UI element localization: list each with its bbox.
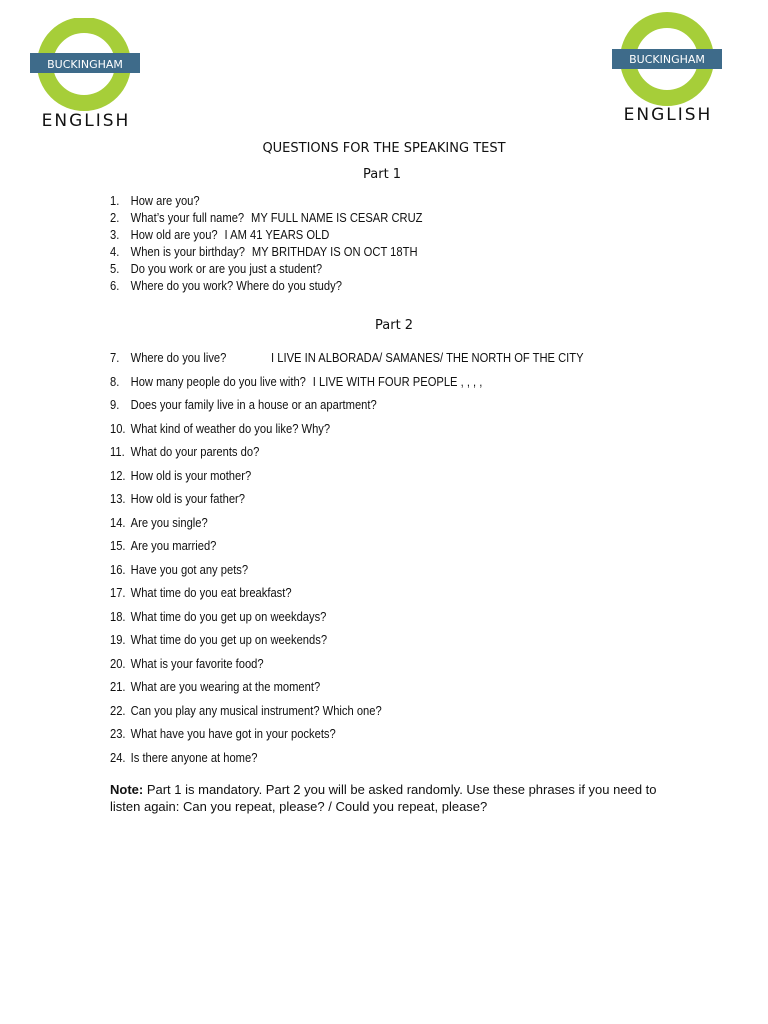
question-number: 1. bbox=[110, 193, 120, 208]
logo-left bbox=[30, 18, 142, 136]
question-text: Do you work or are you just a student? bbox=[130, 261, 323, 276]
question-item bbox=[110, 746, 584, 770]
question-text: How old are you? bbox=[130, 227, 218, 242]
question-text: How old is your mother? bbox=[130, 467, 252, 483]
question-number: 8. bbox=[110, 373, 120, 389]
question-text: What kind of weather do you like? Why? bbox=[130, 420, 331, 436]
part1-question-list bbox=[110, 192, 423, 294]
question-item bbox=[110, 417, 584, 441]
logo-word: ENGLISH bbox=[623, 105, 713, 125]
question-text: Can you play any musical instrument? Which one? bbox=[130, 702, 382, 718]
question-item bbox=[110, 464, 584, 488]
page-title: QUESTIONS FOR THE SPEAKING TEST bbox=[262, 141, 506, 156]
question-number: 24. bbox=[110, 749, 126, 765]
question-text: Where do you work? Where do you study? bbox=[130, 278, 342, 293]
question-item bbox=[110, 440, 584, 464]
question-text: Are you married? bbox=[130, 538, 217, 553]
question-number: 4. bbox=[110, 244, 120, 259]
note bbox=[110, 781, 670, 815]
question-number: 23. bbox=[110, 726, 126, 741]
question-number: 22. bbox=[110, 702, 126, 718]
question-text: What have you have got in your pockets? bbox=[130, 726, 336, 741]
question-text: What’s your full name? bbox=[130, 210, 245, 225]
question-text: How are you? bbox=[130, 193, 200, 208]
logo-banner-text: BUCKINGHAM bbox=[629, 53, 705, 66]
question-text: What are you wearing at the moment? bbox=[130, 679, 321, 694]
question-text: What time do you eat breakfast? bbox=[130, 585, 292, 600]
answer-text: MY BRITHDAY IS ON OCT 18TH bbox=[251, 244, 418, 259]
part2-heading: Part 2 bbox=[375, 318, 414, 333]
part2-question-list bbox=[110, 346, 584, 769]
question-text: What time do you get up on weekdays? bbox=[130, 608, 327, 624]
question-text: Have you got any pets? bbox=[130, 561, 249, 577]
answer-text: I AM 41 YEARS OLD bbox=[224, 227, 330, 242]
question-item bbox=[110, 393, 584, 417]
question-number: 20. bbox=[110, 655, 126, 671]
question-number: 21. bbox=[110, 679, 126, 694]
logo-right bbox=[612, 12, 724, 130]
question-item bbox=[110, 652, 584, 676]
question-number: 15. bbox=[110, 538, 126, 553]
question-number: 10. bbox=[110, 420, 126, 436]
question-item bbox=[110, 558, 584, 582]
question-text: Are you single? bbox=[130, 514, 208, 530]
question-item bbox=[110, 226, 423, 243]
question-number: 13. bbox=[110, 491, 126, 506]
question-item bbox=[110, 277, 423, 294]
question-number: 17. bbox=[110, 585, 126, 600]
question-number: 11. bbox=[110, 444, 125, 459]
question-item bbox=[110, 675, 584, 699]
question-item bbox=[110, 243, 423, 260]
question-text: Does your family live in a house or an apartment? bbox=[130, 397, 377, 412]
question-item bbox=[110, 346, 584, 370]
question-number: 16. bbox=[110, 561, 126, 577]
answer-text: I LIVE IN ALBORADA/ SAMANES/ THE NORTH OF THE CITY bbox=[271, 350, 584, 365]
question-number: 5. bbox=[110, 261, 120, 276]
question-number: 9. bbox=[110, 397, 120, 412]
question-text: What is your favorite food? bbox=[130, 655, 264, 671]
question-item bbox=[110, 487, 584, 511]
question-text: How many people do you live with? bbox=[130, 373, 306, 389]
question-number: 2. bbox=[110, 210, 120, 225]
question-number: 18. bbox=[110, 608, 126, 624]
question-item bbox=[110, 370, 584, 394]
note-text: Part 1 is mandatory. Part 2 you will be asked randomly. Use these phrases if you need to listen again: Can you repeat, please? / Could you repeat, please? bbox=[110, 782, 657, 814]
question-item bbox=[110, 209, 423, 226]
answer-text: I LIVE WITH FOUR PEOPLE , , , , bbox=[312, 373, 483, 389]
question-text: When is your birthday? bbox=[130, 244, 245, 259]
question-item bbox=[110, 628, 584, 652]
question-item bbox=[110, 192, 423, 209]
question-text: How old is your father? bbox=[130, 491, 245, 506]
note-label: Note: bbox=[110, 782, 144, 797]
question-item bbox=[110, 605, 584, 629]
question-text: What do your parents do? bbox=[130, 444, 260, 459]
question-item bbox=[110, 260, 423, 277]
question-number: 6. bbox=[110, 278, 120, 293]
question-text: Where do you live? bbox=[130, 350, 227, 365]
question-number: 12. bbox=[110, 467, 126, 483]
question-item bbox=[110, 534, 584, 558]
question-number: 19. bbox=[110, 632, 126, 647]
question-number: 7. bbox=[110, 350, 120, 365]
question-text: Is there anyone at home? bbox=[130, 749, 258, 765]
question-item bbox=[110, 511, 584, 535]
logo-ring-icon bbox=[30, 18, 142, 112]
question-number: 14. bbox=[110, 514, 126, 530]
logo-banner-text: BUCKINGHAM bbox=[47, 58, 123, 71]
question-item bbox=[110, 581, 584, 605]
question-text: What time do you get up on weekends? bbox=[130, 632, 328, 647]
answer-text: MY FULL NAME IS CESAR CRUZ bbox=[251, 210, 423, 225]
part1-heading: Part 1 bbox=[363, 167, 402, 182]
question-number: 3. bbox=[110, 227, 120, 242]
logo-ring-icon bbox=[612, 12, 724, 106]
question-item bbox=[110, 722, 584, 746]
logo-word: ENGLISH bbox=[41, 111, 131, 131]
question-item bbox=[110, 699, 584, 723]
